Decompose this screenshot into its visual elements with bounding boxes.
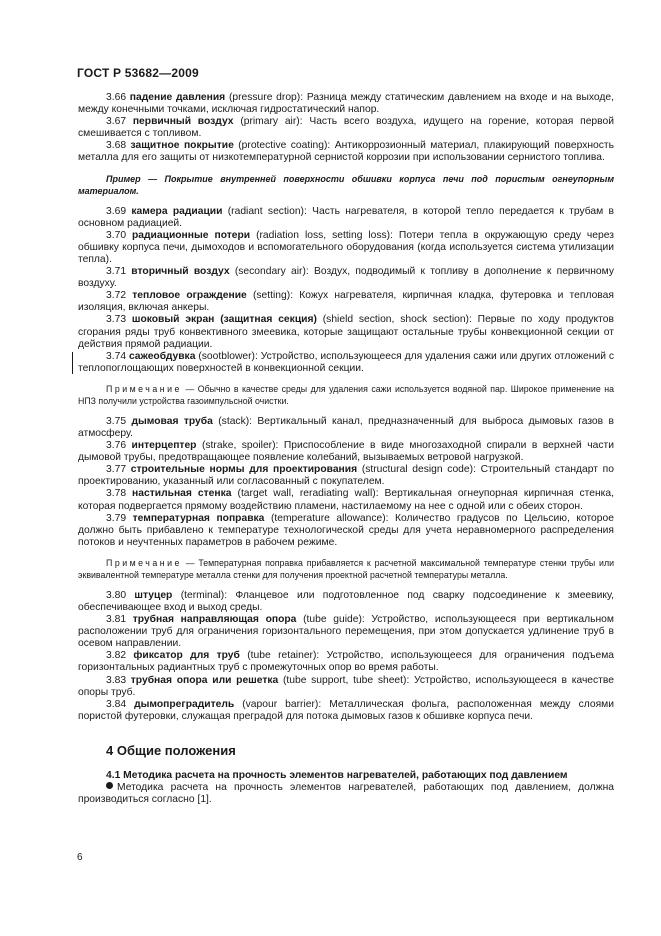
- term-name: камера радиации: [131, 205, 223, 217]
- term-entry: [78, 699, 614, 723]
- section-heading: 4 Общие положения: [106, 742, 236, 758]
- term-name: фиксатор для труб: [133, 650, 240, 662]
- term-english: (tube support, tube sheet): [282, 674, 407, 686]
- document-body: [78, 92, 614, 806]
- example-text: Пример — Покрытие внутренней поверхности обшивки корпуса печи под пористым огнеупорным материалом.: [78, 173, 614, 196]
- term-definition: : Антикоррозионный материал, плакирующий поверхность металла для его защиты от низкотемпературной сернистой коррозии при использовании сернистого топлива.: [78, 140, 614, 164]
- term-definition: : Часть нагревателя, в которой тепло передается к трубам в основном радиацией.: [78, 205, 614, 229]
- term-entry: [78, 650, 614, 674]
- term-definition: : Количество градусов по Цельсию, которое должно быть прибавлено к температуре технологической среды для учета неравномерного распределения потоков и неучтенных параметров в рабочем режиме.: [78, 512, 614, 548]
- term-name: падение давления: [129, 92, 226, 103]
- term-name: трубная направляющая опора: [132, 614, 297, 626]
- term-entry: [78, 266, 614, 290]
- term-entry: [78, 513, 614, 549]
- term-name: дымовая труба: [131, 415, 213, 427]
- term-name: шоковый экран (защитная секция): [131, 314, 317, 326]
- term-definition: : Устройство, использующееся в качестве опоры труб.: [78, 674, 614, 698]
- term-definition: : Устройство, использующееся для удаления сажи или других отложений с теплопоглощающих поверхностей в конвекционной секции.: [78, 350, 614, 374]
- term-english: (setting): [252, 290, 291, 302]
- note-label: Примечание: [106, 383, 182, 394]
- term-name: защитное покрытие: [130, 140, 234, 152]
- term-english: (protective coating): [238, 140, 328, 152]
- term-number: 3.71: [106, 266, 127, 278]
- subsection-body-text: Методика расчета на прочность элементов нагревателей, работающих под давлением, должна производиться согласно [1].: [78, 782, 614, 806]
- term-english: (target wall, reradiating wall): [237, 488, 376, 500]
- term-number: 3.81: [106, 614, 127, 626]
- term-number: 3.66: [106, 92, 127, 103]
- term-definition: : Металлическая фольга, расположенная между слоями пористой футеровки, служащая преградой для потока дымовых газов к обшивке корпуса печи.: [78, 698, 614, 722]
- term-name: вторичный воздух: [131, 266, 230, 278]
- term-english: (radiant section): [227, 205, 304, 217]
- term-english: (terminal): [180, 589, 225, 601]
- term-english: (secondary air): [234, 266, 306, 278]
- subsection-body: [78, 782, 614, 806]
- note-label: Примечание: [106, 557, 182, 568]
- term-entry: [78, 590, 614, 614]
- page-number: 6: [77, 852, 83, 863]
- term-english: (shield section, shock section): [322, 314, 469, 326]
- bullet-icon: [106, 782, 113, 789]
- term-number: 3.75: [106, 415, 127, 427]
- term-entry: [78, 92, 614, 116]
- term-definition: : Устройство, использующееся при вертикальном расположении труб для ограничения горизонтального перемещения, при этом допускается удлинение труб в осевом направлении.: [78, 614, 614, 650]
- term-english: (tube retainer): [247, 650, 317, 662]
- term-entry: [78, 464, 614, 488]
- term-entry: [78, 314, 614, 350]
- term-number: 3.78: [106, 488, 127, 500]
- terms-group-c: [78, 416, 614, 549]
- term-name: дымопреградитель: [134, 698, 235, 710]
- term-entry: [78, 230, 614, 266]
- term-number: 3.79: [106, 512, 127, 524]
- term-english: (radiation loss, setting loss): [256, 229, 391, 241]
- term-english: (primary air): [240, 116, 300, 128]
- note-1: [78, 383, 614, 407]
- term-entry: [78, 614, 614, 650]
- note-text: — Температурная поправка прибавляется к расчетной максимальной температуре стенки трубы или эквивалентной температуре металла стенки для получения проектной расчетной температуры металла.: [78, 557, 614, 580]
- note-2: [78, 557, 614, 581]
- term-entry: [78, 116, 614, 140]
- change-bar: [72, 352, 73, 374]
- terms-group-d: [78, 590, 614, 723]
- terms-group-b: [78, 206, 614, 375]
- term-entry: [78, 290, 614, 314]
- term-name: радиационные потери: [132, 229, 251, 241]
- term-definition: : Часть всего воздуха, идущего на горение, которая первой смешивается с топливом.: [78, 116, 614, 140]
- terms-group-a: [78, 92, 614, 165]
- term-name: интерцептер: [131, 440, 197, 452]
- term-definition: : Устройство, использующееся для ограничения подъема горизонтальных радиантных труб с промежуточных опор во время работы.: [78, 650, 614, 674]
- term-entry: [78, 675, 614, 699]
- term-name: штуцер: [134, 589, 173, 601]
- term-english: (sootblower): [198, 350, 255, 362]
- term-name: трубная опора или решетка: [130, 674, 279, 686]
- term-name: температурная поправка: [132, 512, 265, 524]
- term-number: 3.76: [106, 440, 127, 452]
- term-definition: : Потери тепла в окружающую среду через обшивку корпуса печи, дымоходов и вспомогательного оборудования (когда используется система утилизации тепла).: [78, 229, 614, 265]
- term-definition: : Воздух, подводимый к топливу в дополнение к первичному воздуху.: [78, 266, 614, 290]
- term-number: 3.83: [106, 674, 127, 686]
- term-number: 3.70: [106, 229, 127, 241]
- term-entry: [78, 488, 614, 512]
- term-number: 3.77: [106, 464, 127, 476]
- term-entry: [78, 440, 614, 464]
- term-number: 3.67: [106, 116, 127, 128]
- term-english: (temperature allowance): [270, 512, 386, 524]
- term-definition: : Строительный стандарт по проектированию, указанный или согласованный с покупателем.: [78, 464, 614, 488]
- term-english: (structural design code): [361, 464, 474, 476]
- term-name: строительные нормы для проектирования: [130, 464, 358, 476]
- term-definition: : Вертикальная огнеупорная кирпичная стенка, которая подвергается прямому воздействию пламени, настилаемому на нее с одной или с обеих сторон.: [78, 488, 614, 512]
- term-english: (pressure drop): [228, 92, 301, 103]
- term-english: (stack): [218, 415, 250, 427]
- term-name: сажеобдувка: [128, 350, 196, 362]
- term-entry: [78, 206, 614, 230]
- subsection-heading: 4.1 Методика расчета на прочность элементов нагревателей, работающих под давлением: [106, 770, 568, 782]
- page-header: ГОСТ Р 53682—2009: [77, 66, 199, 80]
- term-entry: [78, 140, 614, 164]
- term-number: 3.69: [106, 205, 127, 217]
- term-number: 3.73: [106, 314, 127, 326]
- term-name: первичный воздух: [132, 116, 234, 128]
- note-text: — Обычно в качестве среды для удаления сажи используется водяной пар. Широкое применение на НПЗ получили устройства газоимпульсной очистки.: [78, 383, 614, 406]
- term-definition: : Первые по ходу продуктов сгорания ряды труб конвективного змеевика, которые защищают остальные трубы конвекционной секции от действия прямой радиации.: [78, 314, 614, 350]
- term-number: 3.82: [106, 650, 127, 662]
- term-definition: : Разница между статическим давлением на входе и на выходе, между конечными точками, исключая гидростатический напор.: [78, 92, 614, 116]
- term-number: 3.68: [106, 140, 127, 152]
- term-entry: [78, 416, 614, 440]
- term-entry: [78, 351, 614, 375]
- term-definition: : Кожух нагревателя, кирпичная кладка, футеровка и тепловая изоляция, включая анкеры.: [78, 290, 614, 314]
- term-definition: : Вертикальный канал, предназначенный для выброса дымовых газов в атмосферу.: [78, 415, 614, 439]
- term-english: (strake, spoiler): [201, 440, 276, 452]
- term-name: настильная стенка: [132, 488, 232, 500]
- term-number: 3.74: [106, 350, 127, 362]
- term-name: тепловое ограждение: [132, 290, 247, 302]
- term-number: 3.72: [106, 290, 127, 302]
- term-number: 3.80: [106, 589, 127, 601]
- term-number: 3.84: [106, 698, 127, 710]
- term-english: (tube guide): [303, 614, 362, 626]
- term-definition: : Фланцевое или подготовленное под сварку подсоединение к змеевику, обеспечивающее вход и выход среды.: [78, 589, 614, 613]
- term-english: (vapour barrier): [242, 698, 319, 710]
- term-definition: : Приспособление в виде многозаходной спирали в верхней части дымовой трубы, предотвращающее появление колебаний, вызываемых ветровой нагрузкой.: [78, 440, 614, 464]
